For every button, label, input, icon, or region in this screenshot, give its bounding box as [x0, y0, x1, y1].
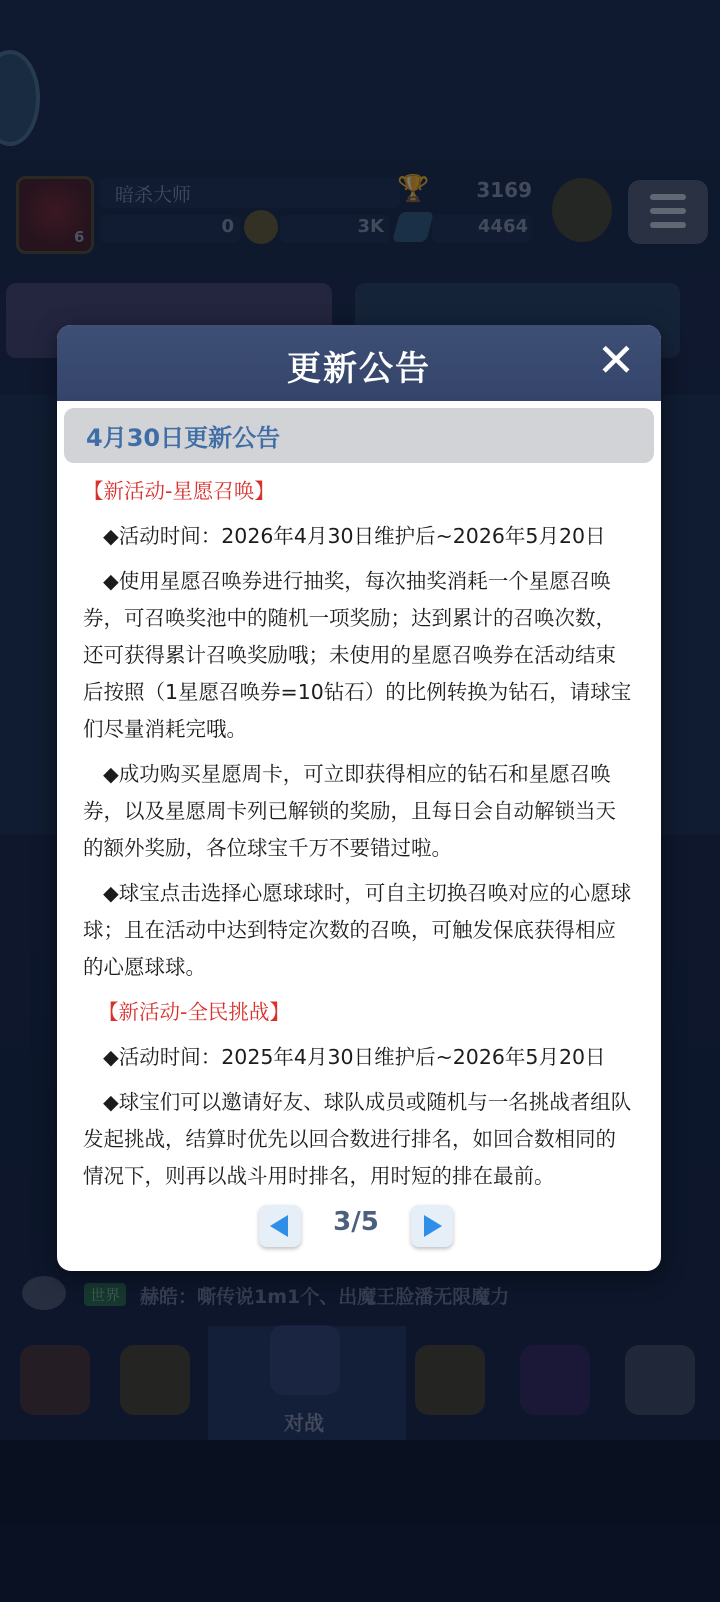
page-navigator	[259, 1205, 453, 1247]
section-paragraph: ◆使用星愿召唤券进行抽奖，每次抽奖消耗一个星愿召唤券，可召唤奖池中的随机一项奖励；达到累计的召唤次数，还可获得累计召唤奖励哦；未使用的星愿召唤券在活动结束后按照（1星愿召唤券=10钻石）的比例转换为钻石，请球宝们尽量消耗完哦。	[83, 569, 632, 741]
page-indicator: 3/5	[333, 1207, 379, 1237]
close-icon: ✕	[596, 333, 636, 387]
prev-page-button[interactable]	[259, 1205, 301, 1247]
section-heading: 【新活动-星愿召唤】	[83, 479, 275, 503]
arrow-left-icon	[266, 1212, 294, 1240]
announcement-content[interactable]	[83, 473, 633, 1203]
section-paragraph: ◆球宝点击选择心愿球球时，可自主切换召唤对应的心愿球球；且在活动中达到特定次数的召唤，可触发保底获得相应的心愿球球。	[83, 881, 632, 979]
section-paragraph: ◆活动时间：2025年4月30日维护后~2026年5月20日	[103, 1045, 606, 1069]
next-page-button[interactable]	[411, 1205, 453, 1247]
modal-title: 更新公告	[287, 349, 431, 389]
close-button[interactable]	[591, 335, 641, 385]
section-paragraph: ◆成功购买星愿周卡，可立即获得相应的钻石和星愿召唤券，以及星愿周卡列已解锁的奖励，且每日会自动解锁当天的额外奖励，各位球宝千万不要错过啦。	[83, 762, 616, 860]
modal-header	[57, 325, 661, 401]
arrow-right-icon	[418, 1212, 446, 1240]
section-paragraph: ◆球宝们可以邀请好友、球队成员或随机与一名挑战者组队发起挑战，结算时优先以回合数进行排名，如回合数相同的情况下，则再以战斗用时排名，用时短的排在最前。	[83, 1090, 632, 1188]
announcement-modal	[57, 325, 661, 1271]
section-paragraph: ◆活动时间：2026年4月30日维护后~2026年5月20日	[103, 524, 606, 548]
section-heading: 【新活动-全民挑战】	[98, 1000, 290, 1024]
announcement-subtitle: 4月30日更新公告	[86, 424, 281, 452]
announcement-subtitle-bar	[64, 408, 654, 463]
